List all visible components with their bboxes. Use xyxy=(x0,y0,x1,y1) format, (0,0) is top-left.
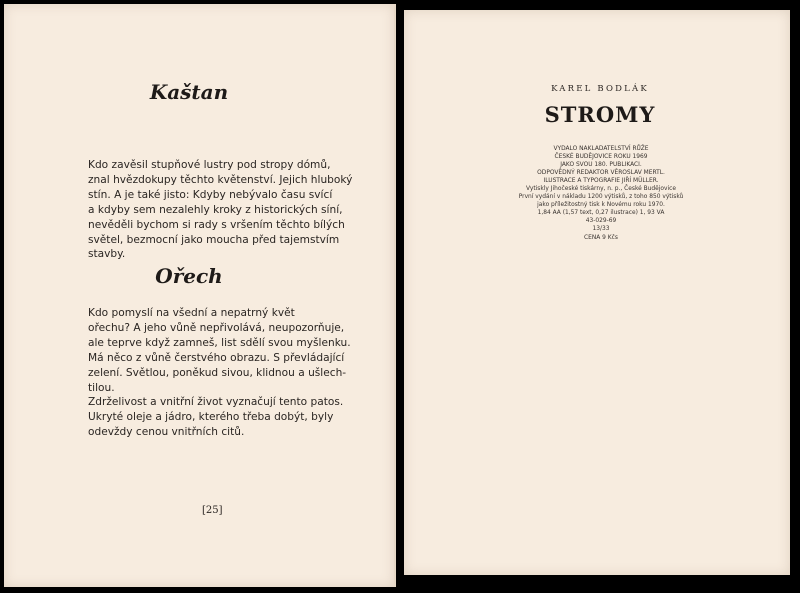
poem-line: Ukryté oleje a jádro, kterého třeba dobýt, byly xyxy=(88,411,334,424)
book-title: STROMY xyxy=(544,102,656,127)
imprint-line: První vydání v nákladu 1200 výtisků, z toho 850 výtisků xyxy=(518,194,684,201)
poem-title-kastan: Kaštan xyxy=(149,80,229,104)
imprint-line: 43-029-69 xyxy=(585,218,617,225)
left-page xyxy=(4,4,396,587)
poem-line: zelení. Světlou, poněkud sivou, klidnou a ušlech- xyxy=(88,366,347,379)
imprint-line: ILUSTRACE A TYPOGRAFIE JIŘÍ MÜLLER. xyxy=(543,178,659,185)
poem-line: odevždy cenou vnitřních citů. xyxy=(88,426,245,439)
poem-line: a kdyby sem nezalehly kroky z historických síní, xyxy=(88,203,343,216)
poem-line: Má něco z vůně čerstvého obrazu. S převládající xyxy=(88,351,345,364)
imprint-line: VYDALO NAKLADATELSTVÍ RŮŽE xyxy=(553,146,649,152)
poem-line: Zdrželivost a vnitřní život vyznačují tento patos. xyxy=(88,396,344,409)
imprint-line: 13/33 xyxy=(592,226,610,233)
poem-line: tilou. xyxy=(88,381,115,394)
imprint-line: ODPOVĚDNÝ REDAKTOR VĚROSLAV MERTL. xyxy=(537,170,665,177)
imprint-line: 1,84 AA (1,57 text, 0,27 ilustrace) 1, 93 VA xyxy=(537,210,665,217)
poem-line: Kdo zavěsil stupňové lustry pod stropy dómů, xyxy=(88,159,331,171)
poem-body-kastan xyxy=(88,158,372,262)
poem-line: stín. A je také jisto: Kdyby nebývalo času svící xyxy=(88,188,333,201)
author-name: KAREL BODLÁK xyxy=(551,84,649,94)
poem-body-orech xyxy=(88,306,372,440)
poem-title-orech: Ořech xyxy=(155,264,223,288)
poem-line: Kdo pomyslí na všední a nepatrný květ xyxy=(88,307,295,319)
imprint-line: Vytiskly Jihočeské tiskárny, n. p., České Budějovice xyxy=(525,186,677,193)
poem-line: znal hvězdokupy těchto květenství. Jejich hluboký xyxy=(88,173,353,186)
poem-line: ořechu? A jeho vůně nepřivolává, neupozorňuje, xyxy=(88,321,345,334)
imprint-line: CENA 9 Kčs xyxy=(584,234,618,241)
page-number: [25] xyxy=(202,505,223,516)
imprint-line: ČESKÉ BUDĚJOVICE ROKU 1969 xyxy=(554,154,648,161)
imprint-line: JAKO SVOU 180. PUBLIKACI. xyxy=(560,162,642,169)
right-page xyxy=(404,10,790,575)
poem-line: ale teprve když zamneš, list sdělí svou myšlenku. xyxy=(88,336,351,349)
poem-line: stavby. xyxy=(88,248,126,261)
poem-line: nevěděli bychom si rady s vršením těchto bílých xyxy=(88,218,345,231)
imprint-line: jako příležitostný tisk k Novému roku 1970. xyxy=(537,202,665,209)
poem-line: světel, bezmocní jako moucha před tajemstvím xyxy=(88,233,340,246)
colophon-imprint xyxy=(404,145,790,242)
